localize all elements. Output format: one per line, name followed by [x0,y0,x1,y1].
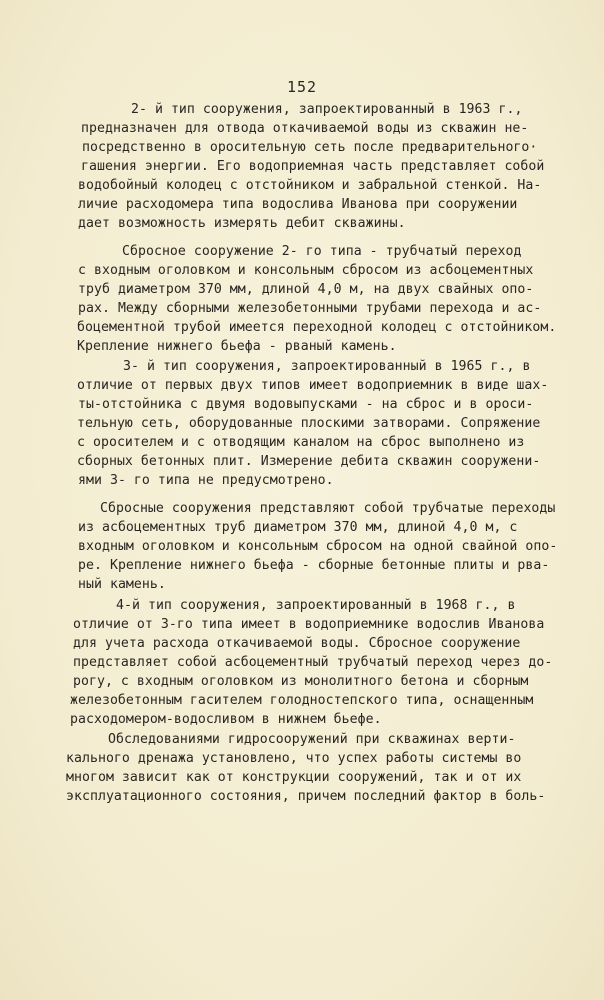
text-line: Сбросные сооружения представляют собой трубчатые переходы [100,501,556,516]
text-line: предназначен для отвода откачиваемой воды из скважин не- [81,121,529,136]
text-line: входным оголовком и консольным сбросом на одной свайной опо- [78,539,558,554]
text-line: Крепление нижнего бьефа - рваный камень. [77,339,397,354]
text-line: дает возможность измерять дебит скважины. [78,216,406,231]
text-line: водобойный колодец с отстойником и забральной стенкой. На- [78,178,542,193]
text-line: ями 3- го типа не предусмотрено. [78,473,334,488]
text-line: с оросителем и с отводящим каналом на сброс выполнено из [77,435,525,450]
text-line: тельную сеть, оборудованные плоскими затворами. Сопряжение [77,416,541,431]
text-line: 3- й тип сооружения, запроектированный в 1965 г., в [123,359,531,374]
text-line: рогу, с входным оголовком из монолитного бетона и сборным [73,674,529,689]
text-line: боцементной трубой имеется переходной колодец с отстойником. [77,320,557,335]
text-line: отличие от 3-го типа имеет в водоприемнике водослив Иванова [73,617,545,632]
text-line: с входным оголовком и консольным сбросом из асбоцементных [78,263,534,278]
text-line: гашения энергии. Его водоприемная часть представляет собой [81,159,545,174]
text-line: Обследованиями гидросооружений при скважинах верти- [108,732,516,747]
text-line: железобетонным гасителем голодностепского типа, оснащенным [70,693,534,708]
text-line: ре. Крепление нижнего бьефа - сборные бетонные плиты и рва- [78,558,550,573]
text-line: для учета расхода откачиваемой воды. Сбросное сооружение [73,636,521,651]
text-line: посредственно в оросительную сеть после предварительного· [82,140,538,155]
text-line: 2- й тип сооружения, запроектированный в 1963 г., [131,102,523,117]
text-line: из асбоцементных труб диаметром 370 мм, длиной 4,0 м, с [78,520,518,535]
page-number: 152 [286,78,318,96]
text-line: ты-отстойника с двумя водовыпусками - на сброс и в ороси- [78,397,534,412]
text-line: отличие от первых двух типов имеет водоприемник в виде шах- [77,378,549,393]
text-line: расходомером-водосливом в нижнем бьефе. [70,712,382,727]
text-line: рах. Между сборными железобетонными трубами перехода и ас- [78,301,542,316]
text-line: Сбросное сооружение 2- го типа - трубчатый переход [122,244,522,259]
text-line: 4-й тип сооружения, запроектированный в 1968 г., в [116,598,516,613]
text-line: представляет собой асбоцементный трубчатый переход через до- [73,655,553,670]
text-line: ный камень. [78,577,166,592]
text-line: многом зависит как от конструкции сооружений, так и от их [66,770,522,785]
text-line: кального дренажа установлено, что успех работы системы во [66,751,522,766]
text-line: сборных бетонных плит. Измерение дебита скважин сооружени- [77,454,541,469]
text-line: труб диаметром 370 мм, длиной 4,0 м, на двух свайных опо- [78,282,534,297]
text-line: личие расходомера типа водослива Иванова при сооружении [78,197,518,212]
text-line: эксплуатационного состояния, причем последний фактор в боль- [66,789,546,804]
